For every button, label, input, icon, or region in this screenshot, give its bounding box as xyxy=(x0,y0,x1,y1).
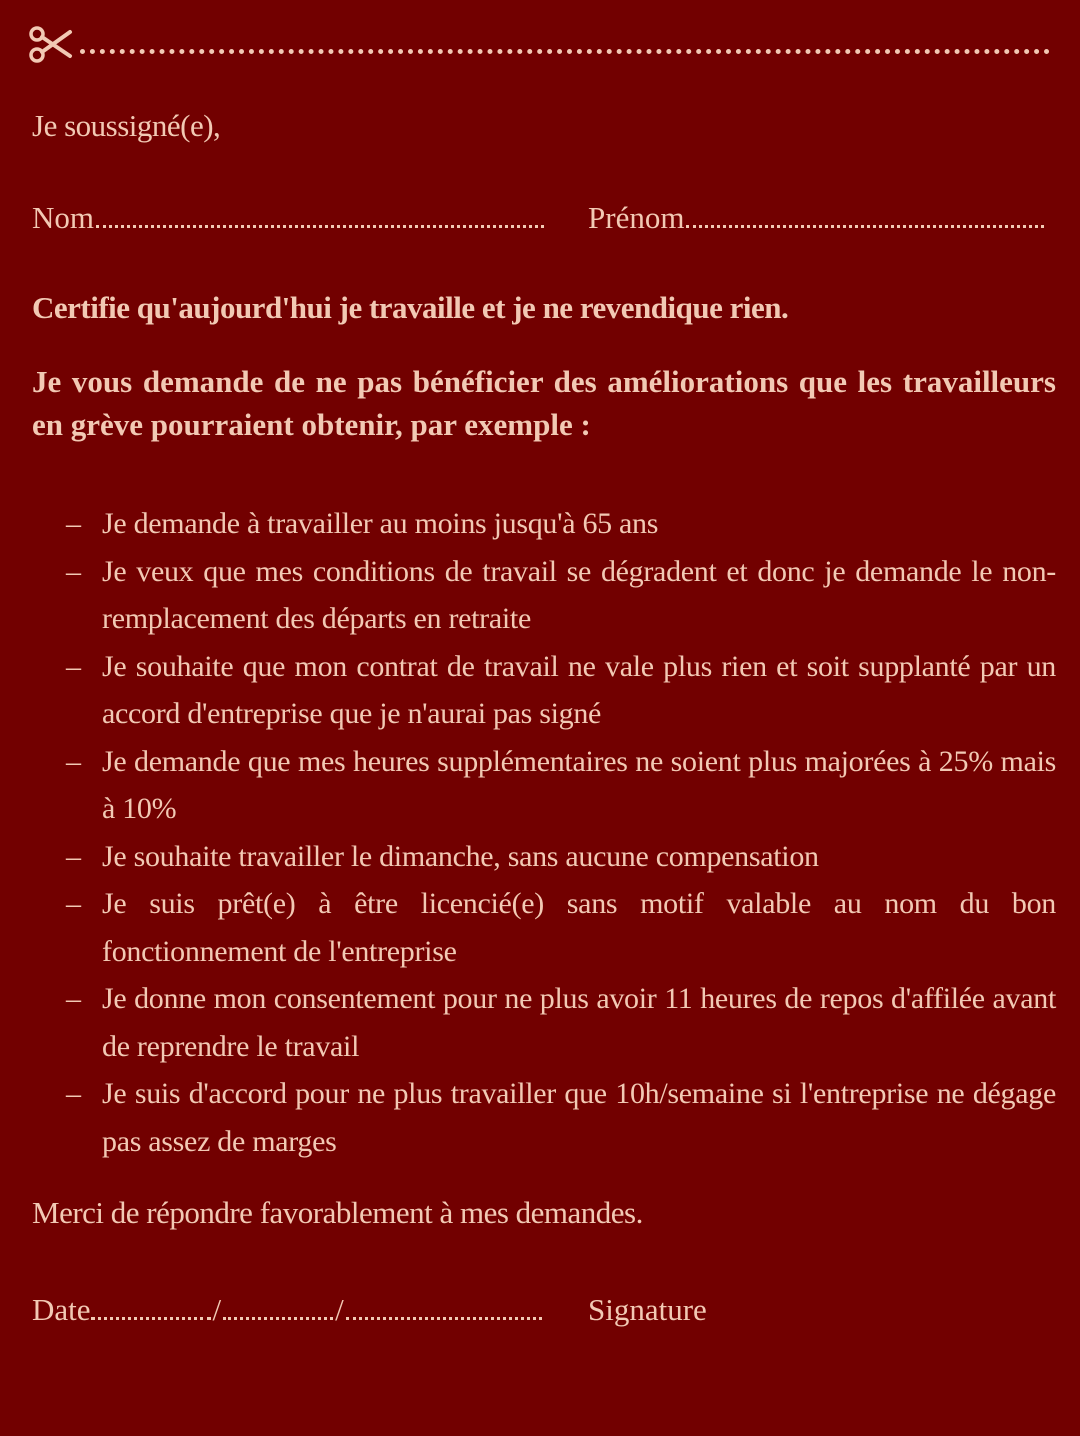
list-item xyxy=(0,975,1080,1070)
date-field[interactable] xyxy=(32,1292,542,1328)
list-item xyxy=(0,643,1080,738)
nom-field[interactable] xyxy=(32,200,544,236)
list-item-text: Je demande que mes heures supplémentaires ne soient plus majorées à 25% mais à 10% xyxy=(102,744,1056,825)
dash-bullet: – xyxy=(66,554,81,588)
list-item-text: Je suis d'accord pour ne plus travailler que 10h/semaine si l'entreprise ne dégage pas assez de marges xyxy=(102,1077,1056,1158)
list-item xyxy=(0,880,1080,975)
dash-bullet: – xyxy=(66,887,81,920)
list-item-text: Je souhaite que mon contrat de travail ne vale plus rien et soit supplanté par un accord d'entreprise que je n'aurai pas signé xyxy=(102,649,1056,730)
name-fields xyxy=(32,196,1044,236)
dash-bullet: – xyxy=(66,1077,81,1110)
list-item xyxy=(0,548,1080,643)
demands-list xyxy=(0,500,1080,1165)
date-year-line xyxy=(346,1317,542,1320)
prenom-field[interactable] xyxy=(588,200,1044,236)
list-item xyxy=(0,500,1080,548)
request-statement: Je vous demande de ne pas bénéficier des améliorations que les travailleurs en grève pourraient obtenir, par exemple : xyxy=(32,364,1056,442)
intro-text: Je soussigné(e), xyxy=(32,108,221,143)
dash-bullet: – xyxy=(66,649,81,683)
prenom-dotted-line xyxy=(686,225,1044,228)
list-item xyxy=(0,1070,1080,1165)
list-item xyxy=(0,738,1080,833)
signature-label: Signature xyxy=(588,1292,707,1327)
list-item-text: Je suis prêt(e) à être licencié(e) sans motif valable au nom du bon fonctionnement de l'entreprise xyxy=(102,887,1056,968)
dash-bullet: – xyxy=(66,744,81,778)
dash-bullet: – xyxy=(66,507,81,540)
nom-dotted-line xyxy=(96,225,544,228)
list-item-text: Je donne mon consentement pour ne plus avoir 11 heures de repos d'affilée avant de reprendre le travail xyxy=(102,982,1056,1063)
date-signature-row xyxy=(32,1288,712,1328)
list-item-text: Je veux que mes conditions de travail se dégradent et donc je demande le non-remplacement des départs en retraite xyxy=(102,554,1056,635)
dash-bullet: – xyxy=(66,982,81,1015)
cut-line xyxy=(28,22,1050,66)
date-label: Date xyxy=(32,1292,91,1327)
scissors-icon xyxy=(28,22,74,66)
prenom-label: Prénom xyxy=(588,200,685,235)
list-item xyxy=(0,833,1080,881)
nom-label: Nom xyxy=(32,200,94,235)
dash-bullet: – xyxy=(66,839,81,873)
cut-dotted-line xyxy=(80,49,1050,54)
date-month-line xyxy=(223,1317,333,1320)
certify-statement: Certifie qu'aujourd'hui je travaille et je ne revendique rien. xyxy=(32,290,789,325)
list-item-text: Je souhaite travailler le dimanche, sans aucune compensation xyxy=(102,839,819,873)
date-separator: / xyxy=(212,1292,222,1327)
date-separator: / xyxy=(335,1292,344,1327)
date-day-line xyxy=(91,1317,211,1320)
list-item-text: Je demande à travailler au moins jusqu'à 65 ans xyxy=(102,507,659,540)
closing-text: Merci de répondre favorablement à mes demandes. xyxy=(32,1195,643,1230)
